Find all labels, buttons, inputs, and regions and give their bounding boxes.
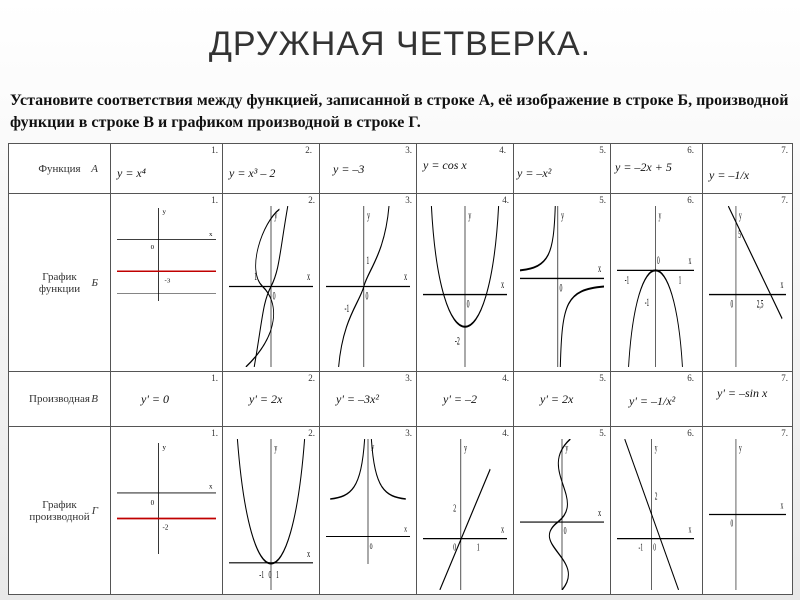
tick-label: -1 [344,302,350,315]
graph-b4 [423,206,507,367]
function-formula: y = –1/x [709,168,750,182]
tick-label: 2 [453,501,457,514]
axis-y-label: y [274,208,278,222]
origin-label: 0 [453,540,457,554]
tick-label: -3 [164,277,171,285]
origin-label: 0 [150,244,155,251]
tick-label: -1 [624,273,630,286]
row-function-graphs [9,194,793,372]
axis-x-label: x [598,506,602,519]
axis-x-label: x [209,481,213,491]
graph-b3 [326,206,410,367]
graph-g2 [229,439,313,590]
axis-y-label: y [371,440,375,452]
graph-cell-g1[interactable]: 1. y x 0 -2 [111,427,223,595]
derivative-cell-4[interactable]: 4. y' = –2 [417,372,514,427]
axis-x-label: x [501,522,505,536]
tick-label: 1 [254,270,258,283]
origin-label: 0 [150,497,155,508]
axis-y-label: y [468,208,472,222]
origin-label: 0 [653,541,656,554]
graph-cell-b6-b7[interactable]: 6. 7. y x 0 -1 1 -1 y x 0 5 2,5 [611,194,793,372]
tick-label: -1 [644,295,650,309]
axis-x-label: x [688,523,692,536]
axis-y-label: y [658,208,662,222]
axis-x-label: x [404,270,408,283]
row-derivatives [9,372,793,427]
tick-label: 2 [654,490,658,502]
graph-cell-b1[interactable]: 1. y x 0 -3 [111,194,223,372]
function-formula: y = cos x [423,158,467,172]
function-formula: y = x³ – 2 [229,166,276,180]
derivative-cell-6-7[interactable]: 6. 7. y' = –1/x² y' = –sin x [611,372,793,427]
tick-label: 5 [738,227,741,241]
origin-label: 0 [730,297,734,310]
axis-x-label: x [209,231,213,238]
graph-g4 [423,439,507,590]
axis-x-label: x [307,546,311,560]
axis-x-label: x [780,277,784,291]
graph-cell-b4[interactable]: 4. y x 0 -2 [417,194,514,372]
axis-y-label: y [739,442,742,454]
origin-label: 0 [657,253,660,267]
function-cell-6-7[interactable]: 6. 7. y = –2x + 5 y = –1/x [611,144,793,194]
axis-x-label: x [501,278,505,291]
row-functions [9,144,793,194]
axis-y-label: y [367,208,371,222]
derivative-formula: y' = –1/x² [629,394,676,408]
task-instruction: Установите соответствия между функцией, записанной в строке А, её изображение в строке Б, производной функции в строке В и графиком производной в строке Г. [10,92,789,131]
graph-cell-b5[interactable]: 5. y x 0 [514,194,611,372]
graph-g5 [520,439,604,590]
derivative-formula: y' = –sin x [717,386,768,400]
function-formula: y = x⁴ [117,166,146,180]
function-formula: y = –2x + 5 [615,160,672,174]
axis-x-label: x [688,253,692,267]
row-label-a: Функция А [9,144,111,194]
row-label-b: График функции Б [9,194,111,372]
graph-g7 [709,439,786,590]
tick-label: 2,5 [756,297,764,310]
graph-cell-b3[interactable]: 3. y x 0 1 -1 [320,194,417,372]
derivative-cell-1[interactable]: 1. y' = 0 [111,372,223,427]
tick-label: -2 [162,522,169,532]
graph-g3 [326,439,410,564]
graph-b7 [709,206,786,367]
derivative-cell-2[interactable]: 2. y' = 2x [223,372,320,427]
tick-label: -1 [259,568,265,581]
graph-cell-g4[interactable]: 4. y x 0 2 1 [417,427,514,595]
tick-label: 1 [476,540,480,554]
graph-cell-g3[interactable]: 3. y x 0 [320,427,417,595]
graph-cell-g6-g7[interactable]: 6. 7. y x 0 2 -1 y x 0 [611,427,793,595]
slide-title: ДРУЖНАЯ ЧЕТВЕРКА. [208,25,592,63]
origin-label: 0 [369,540,373,552]
origin-label: 0 [466,297,470,310]
function-formula: y = –x² [517,166,552,180]
row-label-v: Производная В [9,372,111,427]
function-cell-2-3[interactable]: 2. 3. y = x³ – 2 y = –3 [223,144,417,194]
graph-b1 [117,208,216,301]
row-derivative-graphs [9,427,793,595]
axis-y-label: y [162,443,167,452]
graph-cell-g2[interactable]: 2. y x -1 0 1 [223,427,320,595]
graph-cell-g5[interactable]: 5. y x 0 [514,427,611,595]
function-formula: y = –3 [333,162,365,176]
derivative-formula: y' = 2x [540,392,574,406]
tick-label: -1 [638,541,644,554]
derivative-formula: y' = 2x [249,392,283,406]
axis-x-label: x [780,499,784,511]
tick-label: 1 [276,568,279,581]
derivative-formula: y' = –2 [443,392,477,406]
origin-label: 0 [272,289,276,302]
graph-g1 [117,443,216,554]
axis-x-label: x [404,523,408,534]
derivative-formula: y' = 0 [141,392,169,406]
origin-label: 0 [365,289,369,302]
axis-y-label: y [739,208,742,222]
axis-y-label: y [565,441,569,454]
tick-label: 1 [678,273,682,286]
axis-x-label: x [598,261,602,275]
axis-y-label: y [274,441,278,454]
derivative-cell-5[interactable]: 5. y' = 2x [514,372,611,427]
derivative-formula: y' = –3x² [336,392,379,406]
graph-b6 [617,206,694,367]
axis-x-label: x [307,270,311,283]
row-label-g: График производной Г [9,427,111,595]
axis-y-label: y [561,208,565,222]
origin-label: 0 [268,568,272,581]
graph-g6 [617,439,694,590]
graph-b2 [229,206,313,367]
tick-label: 1 [366,253,370,267]
origin-label: 0 [563,524,567,537]
axis-y-label: y [654,442,658,454]
axis-y-label: y [162,208,167,216]
graph-cell-b2[interactable]: 2. y x 0 1 [223,194,320,372]
function-cell-4-5[interactable]: 4. 5. y = cos x y = –x² [417,144,611,194]
origin-label: 0 [730,517,734,530]
tick-label: -2 [454,334,460,347]
function-cell-1[interactable]: 1. y = x⁴ [111,144,223,194]
graph-b5 [520,206,604,367]
axis-y-label: y [464,441,468,454]
derivative-cell-3[interactable]: 3. y' = –3x² [320,372,417,427]
matching-table [8,143,793,595]
origin-label: 0 [559,281,563,294]
